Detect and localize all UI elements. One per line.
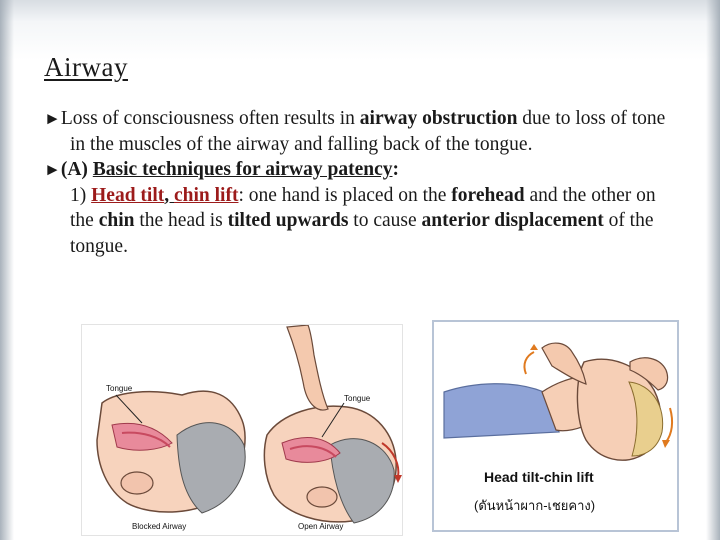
sub-item-text: and the other on the xyxy=(70,184,656,231)
tongue-label-right: Tongue xyxy=(344,394,371,403)
tilt-arrow-icon-right xyxy=(666,408,672,442)
figure-caption-english: Head tilt-chin lift xyxy=(484,469,594,485)
blocked-airway-head xyxy=(97,391,245,513)
airway-illustration xyxy=(81,324,403,536)
sub-item-1 xyxy=(44,183,684,260)
bullet-2 xyxy=(44,157,684,183)
bullet-arrow-icon: ► xyxy=(44,109,61,128)
bullet-1 xyxy=(44,106,684,157)
blocked-airway-caption: Blocked Airway xyxy=(132,522,187,531)
tilted-upwards-term: tilted upwards xyxy=(227,210,349,231)
sub-item-text: to cause xyxy=(348,210,422,231)
hand-icon xyxy=(287,325,328,410)
airway-diagram-svg xyxy=(82,325,402,535)
bullet-2-heading: Basic techniques for airway patency xyxy=(92,159,393,180)
chin-lift-term: chin lift xyxy=(174,184,239,206)
hand-chin-icon xyxy=(542,343,586,384)
bullet-arrow-icon: ► xyxy=(44,160,61,179)
bullet-1-emphasis: airway obstruction xyxy=(359,108,518,129)
bullet-1-text: Loss of consciousness often results in xyxy=(60,108,360,129)
bullet-1-text-end: due to loss of tone in the muscles of the airway and falling back of the tongue. xyxy=(70,108,666,155)
open-airway-caption: Open Airway xyxy=(298,522,344,531)
slide-title: Airway xyxy=(44,52,128,82)
anterior-displacement-term: anterior displacement xyxy=(421,210,604,231)
bullet-2-colon: : xyxy=(392,159,399,180)
head-tilt-svg xyxy=(434,322,677,530)
bullet-2-label: (A) xyxy=(60,159,93,180)
term-separator: , xyxy=(164,184,174,206)
sub-item-text: : one hand is placed on the xyxy=(238,184,452,206)
lift-arrow-icon xyxy=(524,352,534,374)
sub-item-text: the head is xyxy=(134,210,228,231)
chin-term: chin xyxy=(98,210,135,231)
sub-item-number: 1) xyxy=(70,184,92,206)
figure-caption-thai: (ดันหน้าผาก-เชยคาง) xyxy=(474,498,596,513)
head-tilt-chin-lift-illustration xyxy=(432,320,679,532)
forehead-term: forehead xyxy=(451,184,525,206)
sub-item-text-end: of the tongue. xyxy=(70,210,654,257)
bullet-list xyxy=(44,106,684,259)
tongue-label-left: Tongue xyxy=(106,384,133,393)
head-tilt-term: Head tilt xyxy=(91,184,165,206)
